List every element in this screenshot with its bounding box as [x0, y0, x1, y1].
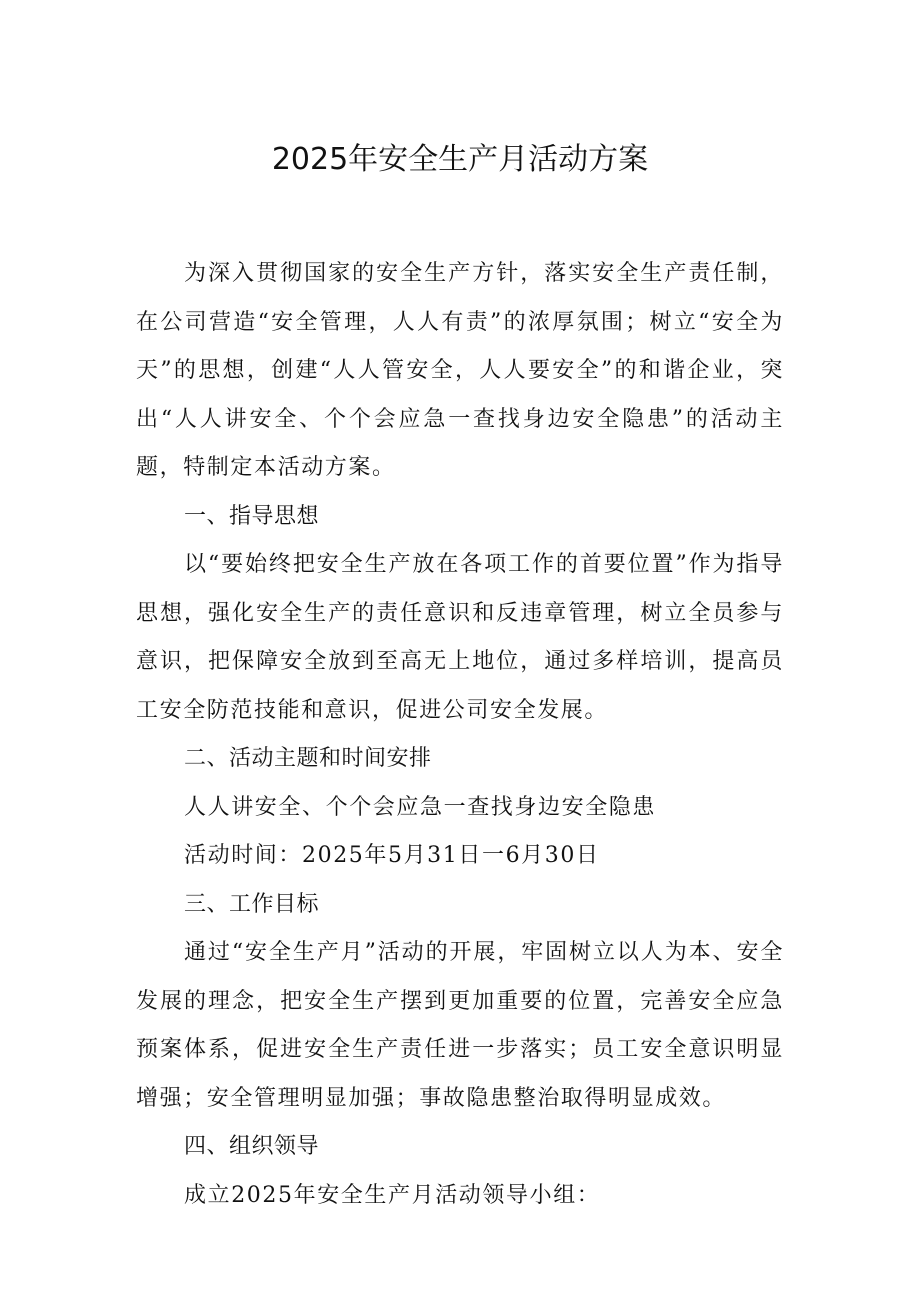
- section-heading-theme-and-schedule: 二、活动主题和时间安排: [184, 746, 432, 771]
- document-body: [136, 250, 784, 1220]
- section-heading-organization: 四、组织领导: [184, 1134, 320, 1159]
- work-goals-paragraph: 通过“安全生产月”活动的开展，牢固树立以人为本、安全发展的理念，把安全生产摆到更加重要的位置，完善安全应急预案体系，促进安全生产责任进一步落实；员工安全意识明显增强；安全管理明显加强；事故隐患整治取得明显成效。: [136, 940, 784, 1111]
- section-heading-work-goals: 三、工作目标: [184, 891, 320, 917]
- section-heading-guiding-thought: 一、指导思想: [184, 503, 320, 529]
- document-title: 2025年安全生产月活动方案: [271, 142, 649, 177]
- guiding-thought-paragraph: 以“要始终把安全生产放在各项工作的首要位置”作为指导思想，强化安全生产的责任意识和反违章管理，树立全员参与意识，把保障安全放到至高无上地位，通过多样培训，提高员工安全防范技能和意识，促进公司安全发展。: [136, 552, 784, 723]
- activity-time-line: 活动时间：2025年5月31日一6月30日: [184, 843, 600, 868]
- activity-theme-line: 人人讲安全、个个会应急一查找身边安全隐患: [184, 794, 657, 820]
- organization-paragraph: 成立2025年安全生产月活动领导小组：: [184, 1182, 601, 1208]
- intro-paragraph: 为深入贯彻国家的安全生产方针，落实安全生产责任制，在公司营造“安全管理，人人有责”的浓厚氛围；树立“安全为天”的思想，创建“人人管安全，人人要安全”的和谐企业，突出“人人讲安全、个个会应急一查找身边安全隐患”的活动主题，特制定本活动方案。: [136, 261, 784, 480]
